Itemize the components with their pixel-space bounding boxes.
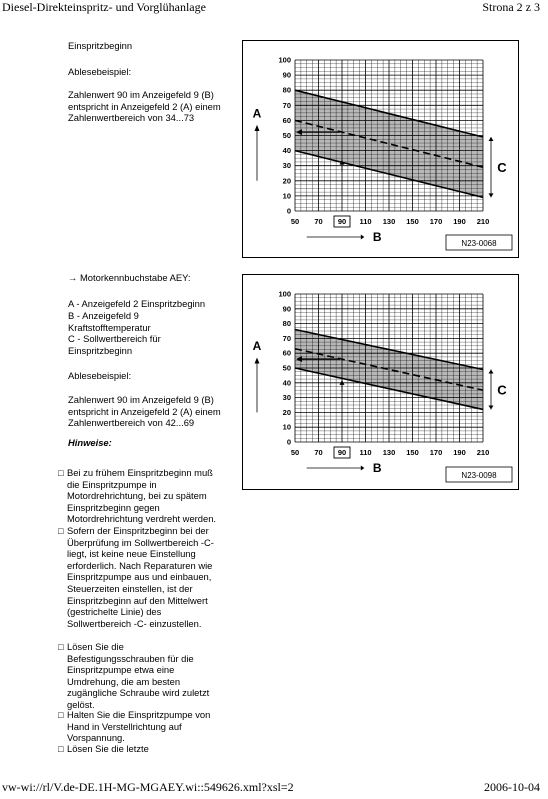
y-tick-label: 60 <box>282 348 291 358</box>
range-c-arrowhead-top <box>489 137 494 141</box>
x-tick-label: 170 <box>429 217 443 226</box>
legend-item: Einspritzbeginn <box>68 345 133 356</box>
readout-arrowhead <box>340 380 345 385</box>
axis-b-arrowhead <box>361 235 365 240</box>
note-line: Motordrehrichtung, bei zu spätem <box>67 490 207 502</box>
chart-2 <box>242 274 519 490</box>
legend-item: B - Anzeigefeld 9 <box>68 310 139 321</box>
y-tick-label: 40 <box>282 378 291 388</box>
axis-b-arrowhead <box>361 466 365 471</box>
note-line: Halten Sie die Einspritzpumpe von <box>67 709 211 720</box>
x-tick-label: 150 <box>406 448 419 457</box>
y-tick-label: 50 <box>282 363 291 373</box>
note-line: die Einspritzpumpe in <box>67 478 157 490</box>
example-line: entspricht in Anzeigefeld 2 (A) einem <box>68 101 221 112</box>
example-line: Zahlenwert 90 im Anzeigefeld 9 (B) <box>68 89 214 100</box>
note-line: Sollwertbereich -C- einzustellen. <box>67 617 202 629</box>
range-c-arrowhead-bottom <box>489 405 494 409</box>
bullet-box-icon: □ <box>58 467 64 478</box>
y-tick-label: 0 <box>286 206 291 216</box>
y-tick-label: 80 <box>282 85 291 95</box>
chart-1-svg <box>243 41 518 257</box>
example-line: Zahlenwertbereich von 42...69 <box>68 417 195 428</box>
engine-code: → Motorkennbuchstabe AEY: <box>68 272 191 283</box>
y-tick-label: 60 <box>282 115 291 125</box>
axis-label-a: A <box>252 106 262 121</box>
note-line: gelöst. <box>67 699 95 710</box>
note-line: Vorspannung. <box>67 732 125 744</box>
x-tick-label: 110 <box>359 217 372 226</box>
x-tick-label: 210 <box>476 217 490 226</box>
note-line: Steuerzeiten einstellen, ist der <box>67 583 193 594</box>
axis-label-c: C <box>497 160 507 176</box>
y-tick-label: 40 <box>282 146 291 156</box>
bullet-box-icon: □ <box>58 525 64 536</box>
bullet-box-icon: □ <box>58 709 64 720</box>
x-tick-label: 150 <box>406 217 419 226</box>
legend-item: A - Anzeigefeld 2 Einspritzbeginn <box>68 298 206 309</box>
axis-label-b: B <box>372 461 382 475</box>
note-line: Bei zu frühem Einspritzbeginn muß <box>67 467 213 478</box>
note-line: Einspritzpumpe aus und einbauen, <box>67 571 212 583</box>
note-line: Lösen Sie die letzte <box>67 743 149 754</box>
example-line: Zahlenwert 90 im Anzeigefeld 9 (B) <box>68 394 214 405</box>
example-line: entspricht in Anzeigefeld 2 (A) einem <box>68 406 221 417</box>
chart-1 <box>242 40 519 258</box>
bullet-box-icon: □ <box>58 641 64 652</box>
note-line: Hand in Verstellrichtung auf <box>67 720 182 732</box>
note-line: Lösen Sie die <box>67 641 124 652</box>
chart-2-svg <box>243 275 518 489</box>
example-label: Ablesebeispiel: <box>68 370 132 381</box>
notes-heading: Hinweise: <box>68 437 112 448</box>
x-tick-label: 90 <box>337 448 347 457</box>
x-tick-label: 70 <box>314 217 323 226</box>
x-tick-label: 50 <box>290 217 300 226</box>
x-tick-label: 190 <box>453 217 466 226</box>
y-tick-label: 20 <box>282 407 291 417</box>
note-line: Einspritzbeginn gegen <box>67 501 160 513</box>
legend-item: C - Sollwertbereich für <box>68 333 161 344</box>
example-label: Ablesebeispiel: <box>68 66 132 77</box>
range-c-arrowhead-top <box>489 369 494 373</box>
axis-label-c: C <box>497 382 507 398</box>
note-line: Einspritzbeginn auf den Mittelwert <box>67 594 208 606</box>
y-tick-label: 50 <box>282 131 291 140</box>
note-line: Befestigungsschrauben für die <box>67 652 194 664</box>
x-tick-label: 210 <box>476 448 490 457</box>
axis-label-b: B <box>372 230 382 244</box>
y-tick-label: 10 <box>282 422 291 432</box>
range-c-arrowhead-bottom <box>489 193 494 197</box>
note-line: Überprüfung im Sollwertbereich -C- <box>67 536 214 548</box>
x-tick-label: 90 <box>337 217 347 226</box>
legend-item: Kraftstofftemperatur <box>68 322 151 333</box>
y-tick-label: 30 <box>282 393 291 403</box>
example-line: Zahlenwertbereich von 34...73 <box>68 112 195 123</box>
note-line: Motordrehrichtung verdreht werden. <box>67 513 217 525</box>
note-line: (gestrichelte Linie) des <box>67 606 162 618</box>
header-title: Diesel-Direkteinspritz- und Vorglühanlage <box>2 0 206 14</box>
x-tick-label: 130 <box>382 448 396 457</box>
footer-url: vw-wi://rl/V.de-DE.1H-MG-MGAEY.wi::549626.xml?xsl=2 <box>2 780 294 794</box>
axis-label-a: A <box>252 339 262 354</box>
axis-a-arrowhead <box>255 358 260 364</box>
y-tick-label: 10 <box>282 191 291 201</box>
note-line: Einspritzpumpe etwa eine <box>67 664 175 676</box>
x-tick-label: 170 <box>429 448 443 457</box>
figure-code: N23-0068 <box>461 239 497 248</box>
note-line: erforderlich. Nach Reparaturen wie <box>67 559 213 571</box>
y-tick-label: 100 <box>278 55 291 65</box>
y-tick-label: 90 <box>282 70 291 80</box>
y-tick-label: 20 <box>282 176 291 186</box>
note-line: Sofern der Einspritzbeginn bei der <box>67 525 209 536</box>
x-tick-label: 110 <box>359 448 372 457</box>
x-tick-label: 190 <box>453 448 466 457</box>
note-line: Umdrehung, die am besten <box>67 675 181 687</box>
x-tick-label: 70 <box>314 448 323 457</box>
x-tick-label: 50 <box>290 448 300 457</box>
footer-date: 2006-10-04 <box>484 780 540 794</box>
y-tick-label: 30 <box>282 161 291 171</box>
y-tick-label: 70 <box>282 100 291 110</box>
x-tick-label: 130 <box>382 217 396 226</box>
y-tick-label: 70 <box>282 333 291 343</box>
figure-code: N23-0098 <box>461 471 497 480</box>
y-tick-label: 100 <box>278 289 291 299</box>
y-tick-label: 90 <box>282 304 291 314</box>
section-heading: Einspritzbeginn <box>68 40 133 51</box>
header-page: Strona 2 z 3 <box>482 0 540 14</box>
y-tick-label: 80 <box>282 319 291 329</box>
axis-a-arrowhead <box>255 125 260 131</box>
y-tick-label: 0 <box>286 437 291 447</box>
bullet-box-icon: □ <box>58 743 64 754</box>
note-line: zugängliche Schraube wird zuletzt <box>67 687 210 699</box>
note-line: liegt, ist keine neue Einstellung <box>67 548 196 560</box>
